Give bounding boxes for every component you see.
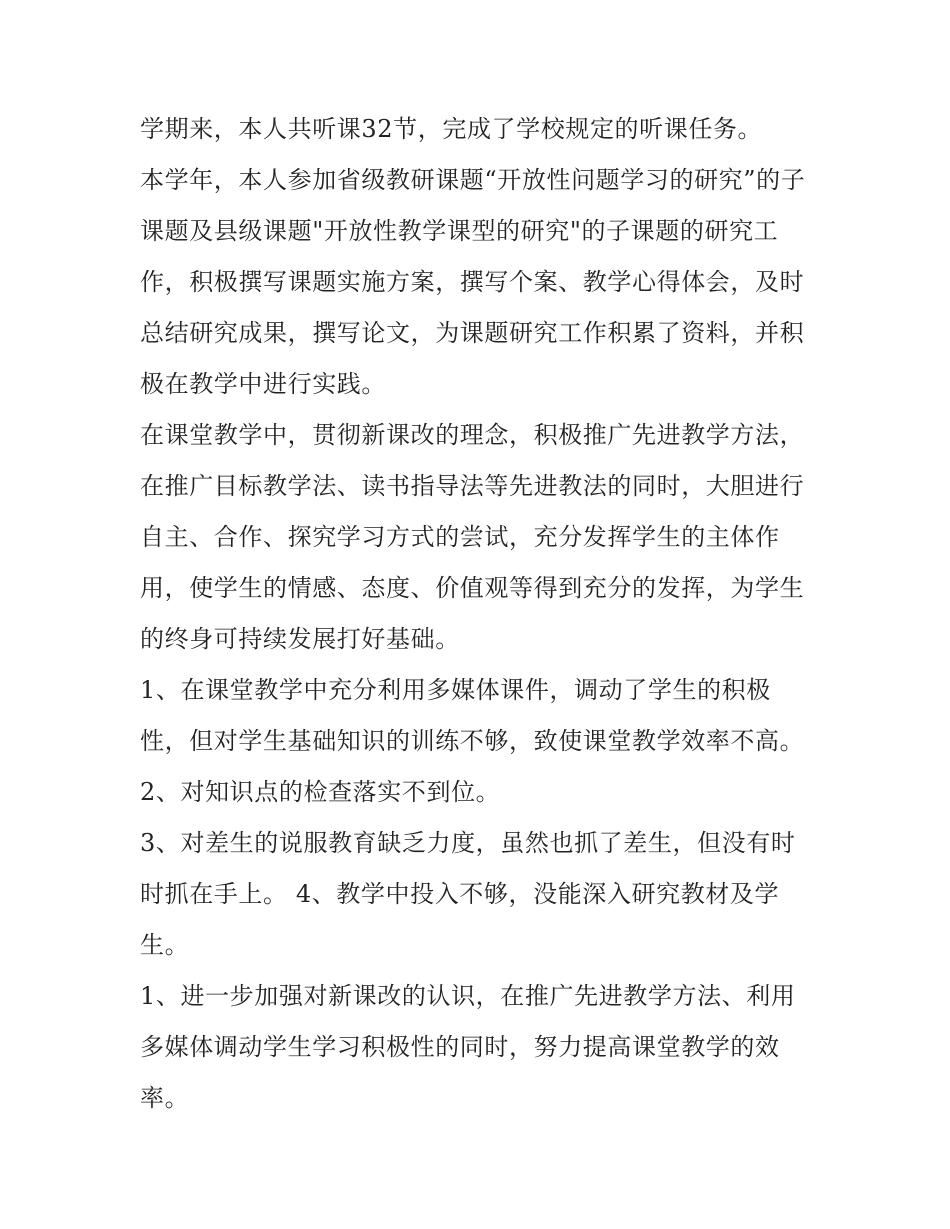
text-line-8: 在推广目标教学法、读书指导法等先进教法的同时，大胆进行 — [140, 472, 805, 500]
text-line-12: 1、在课堂教学中充分利用多媒体课件，调动了学生的积极 — [140, 676, 771, 704]
text-line-1: 学期来，本人共听课32节，完成了学校规定的听课任务。 — [140, 115, 763, 143]
text-line-6: 极在教学中进行实践。 — [140, 370, 386, 398]
text-line-13: 性，但对学生基础知识的训练不够，致使课堂教学效率不高。 — [140, 727, 805, 755]
text-line-15: 3、对差生的说服教育缺乏力度，虽然也抓了差生，但没有时 — [140, 829, 796, 857]
text-line-17: 生。 — [140, 931, 190, 959]
text-line-4: 作，积极撰写课题实施方案，撰写个案、教学心得体会，及时 — [140, 268, 805, 296]
text-line-10: 用，使学生的情感、态度、价值观等得到充分的发挥，为学生 — [140, 574, 805, 602]
text-line-16: 时抓在手上。 4、教学中投入不够，没能深入研究教材及学 — [140, 880, 780, 908]
text-line-20: 率。 — [140, 1084, 190, 1112]
text-line-5: 总结研究成果，撰写论文，为课题研究工作积累了资料，并积 — [140, 319, 805, 347]
text-line-11: 的终身可持续发展打好基础。 — [140, 625, 460, 653]
text-line-7: 在课堂教学中，贯彻新课改的理念，积极推广先进教学方法， — [140, 421, 805, 449]
text-line-14: 2、对知识点的检查落实不到位。 — [140, 778, 501, 806]
text-line-2: 本学年，本人参加省级教研课题“开放性问题学习的研究”的子 — [140, 166, 806, 194]
text-line-18: 1、进一步加强对新课改的认识，在推广先进教学方法、利用 — [140, 982, 796, 1010]
text-line-19: 多媒体调动学生学习积极性的同时，努力提高课堂教学的效 — [140, 1033, 780, 1061]
text-line-3: 课题及县级课题"开放性教学课型的研究"的子课题的研究工 — [140, 217, 779, 245]
document-body — [140, 104, 820, 1124]
text-line-9: 自主、合作、探究学习方式的尝试，充分发挥学生的主体作 — [140, 523, 780, 551]
